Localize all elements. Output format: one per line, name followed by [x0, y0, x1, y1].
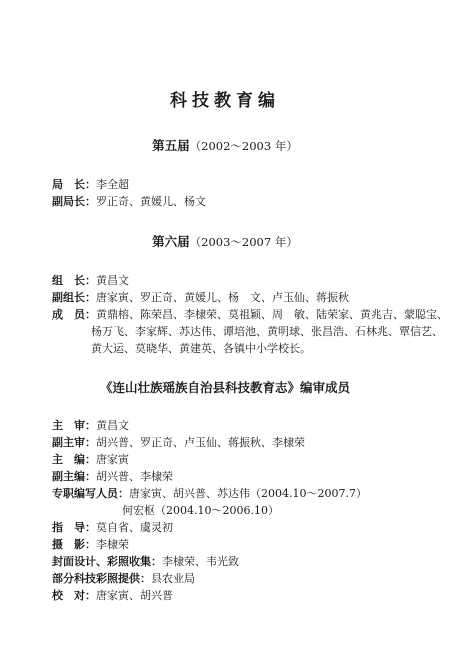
row-value: 唐家寅、胡兴普 [96, 589, 173, 602]
row-value: 唐家寅、罗正奇、黄媛儿、杨 文、卢玉仙、蒋振秋 [96, 291, 349, 304]
section-heading-sixth-term [0, 232, 450, 250]
editorial-row-cover-design [52, 553, 422, 570]
page-title: 科技教育编 [170, 91, 280, 111]
row-label: 校 对： [52, 589, 96, 602]
section-heading-label: 第五届 [152, 138, 190, 153]
row-label: 封面设计、彩照收集： [52, 555, 162, 568]
section-heading-fifth-term [0, 136, 450, 154]
section-heading-years: （2003～2007 年） [189, 235, 298, 249]
row-value: 莫自省、虞灵初 [96, 521, 173, 534]
fifth-term-row-director [52, 176, 422, 193]
row-label: 组 长： [52, 274, 96, 287]
row-value: 胡兴普、李棣荣 [96, 470, 173, 483]
row-value: 胡兴普、罗正奇、卢玉仙、蒋振秋、李棣荣 [96, 436, 305, 449]
section-heading-years: （2002～2003 年） [189, 139, 298, 153]
editorial-row-full-time-writers [52, 485, 422, 502]
editorial-row-photography [52, 536, 422, 553]
row-label: 专职编写人员： [52, 487, 129, 500]
sixth-term-row-members [52, 306, 448, 323]
fifth-term-row-deputy-director [52, 193, 422, 210]
row-value: 唐家寅 [96, 453, 129, 466]
sixth-term-members-line-3: 黄大运、莫晓华、黄建英、各镇中小学校长。 [91, 342, 311, 355]
row-label: 摄 影： [52, 538, 96, 551]
row-label: 副主审： [52, 436, 96, 449]
row-label: 主 编： [52, 453, 96, 466]
editorial-row-deputy-reviewer [52, 434, 422, 451]
row-value: 县农业局 [151, 572, 195, 585]
row-value: 李棣荣、韦光致 [162, 555, 239, 568]
editorial-row-photo-provider [52, 570, 422, 587]
editorial-row-guidance [52, 519, 422, 536]
editorial-row-deputy-editor [52, 468, 422, 485]
row-label: 主 审： [52, 419, 96, 432]
row-label: 指 导： [52, 521, 96, 534]
row-label: 局 长： [52, 178, 96, 191]
section-heading-editorial-board: 《连山壮族瑶族自治县科技教育志》编审成员 [99, 380, 350, 395]
row-value: 唐家寅、胡兴普、苏达伟（2004.10～2007.7） [129, 487, 367, 500]
row-value-line: 黄鼎榕、陈荣昌、李棣荣、莫祖颖、周 敏、陆荣家、黄兆吉、蒙聪宝、 [96, 308, 448, 321]
row-value: 罗正奇、黄媛儿、杨文 [96, 195, 206, 208]
sixth-term-row-leader [52, 272, 422, 289]
row-value: 李棣荣 [96, 538, 129, 551]
row-value: 李全超 [96, 178, 129, 191]
row-label: 副局长： [52, 195, 96, 208]
editorial-row-chief-reviewer [52, 417, 422, 434]
row-label: 成 员： [52, 308, 96, 321]
section-heading-label: 第六届 [152, 234, 190, 249]
editorial-row-chief-editor [52, 451, 422, 468]
row-value: 黄昌文 [96, 274, 129, 287]
row-label: 副主编： [52, 470, 96, 483]
editorial-row-full-time-writers-continued: 何宏枢（2004.10～2006.10） [122, 504, 279, 517]
row-label: 部分科技彩照提供： [52, 572, 151, 585]
editorial-row-proofreading [52, 587, 422, 604]
row-value: 黄昌文 [96, 419, 129, 432]
sixth-term-members-line-2: 杨万飞、李家辉、苏达伟、谭培池、黄明球、张昌浩、石林兆、覃信艺、 [91, 325, 443, 338]
row-label: 副组长： [52, 291, 96, 304]
sixth-term-row-deputy-leader [52, 289, 422, 306]
